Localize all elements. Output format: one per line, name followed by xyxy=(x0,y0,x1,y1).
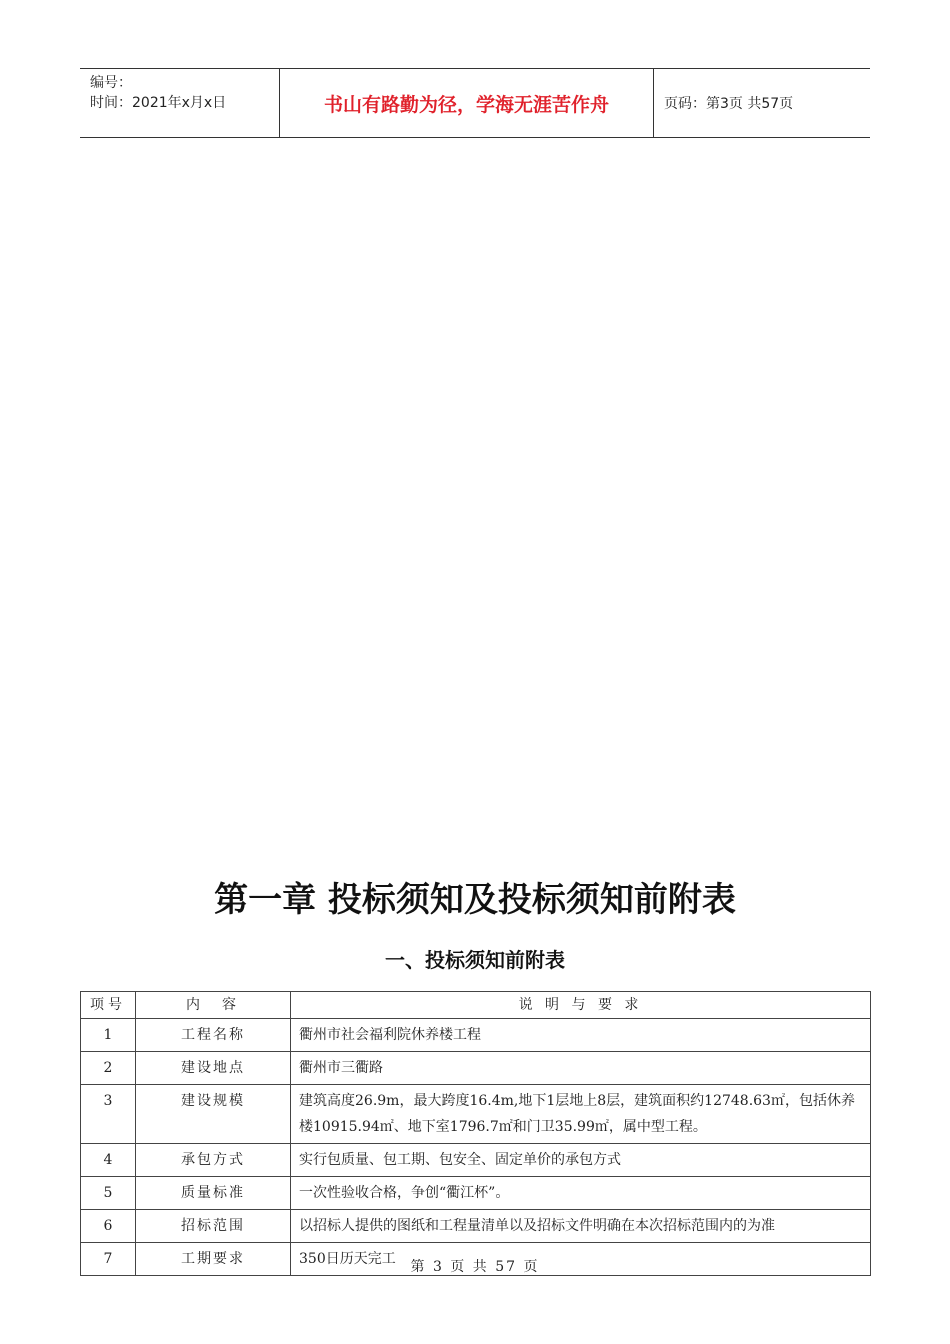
row-no: 7 xyxy=(81,1243,136,1276)
row-no: 4 xyxy=(81,1144,136,1177)
bidding-appendix-table xyxy=(80,991,871,1276)
header-motto: 书山有路勤为径，学海无涯苦作舟 xyxy=(280,69,654,137)
document-number-label: 编号： xyxy=(90,75,132,91)
column-header-item: 内 容 xyxy=(136,992,291,1019)
row-description: 以招标人提供的图纸和工程量清单以及招标文件明确在本次招标范围内的为准 xyxy=(291,1210,871,1243)
row-no: 1 xyxy=(81,1019,136,1052)
table-row xyxy=(81,1210,871,1243)
header-meta xyxy=(80,69,280,137)
table-row xyxy=(81,1052,871,1085)
table-row xyxy=(81,1177,871,1210)
row-item: 建设规模 xyxy=(136,1085,291,1144)
chapter-title: 第一章 投标须知及投标须知前附表 xyxy=(214,880,736,920)
row-description: 建筑高度26.9m，最大跨度16.4m,地下1层地上8层，建筑面积约12748.63㎡，包括休养楼10915.94㎡、地下室1796.7㎡和门卫35.99㎡，属中型工程。 xyxy=(291,1085,871,1144)
document-date-label: 时间：2021年x月x日 xyxy=(90,95,227,111)
row-no: 5 xyxy=(81,1177,136,1210)
row-no: 6 xyxy=(81,1210,136,1243)
row-item: 工期要求 xyxy=(136,1243,291,1276)
table-row xyxy=(81,1085,871,1144)
page-header xyxy=(80,68,870,138)
row-item: 工程名称 xyxy=(136,1019,291,1052)
row-description: 衢州市社会福利院休养楼工程 xyxy=(291,1019,871,1052)
column-header-no: 项号 xyxy=(81,992,136,1019)
row-no: 2 xyxy=(81,1052,136,1085)
header-page-label: 页码：第3页 共57页 xyxy=(664,96,794,112)
row-description: 一次性验收合格，争创“衢江杯”。 xyxy=(291,1177,871,1210)
table-row xyxy=(81,1144,871,1177)
table-header-row xyxy=(81,992,871,1019)
row-no: 3 xyxy=(81,1085,136,1144)
row-description: 实行包质量、包工期、包安全、固定单价的承包方式 xyxy=(291,1144,871,1177)
row-item: 承包方式 xyxy=(136,1144,291,1177)
column-header-description: 说 明 与 要 求 xyxy=(291,992,871,1019)
page-footer: 第 3 页 共 57 页 xyxy=(410,1259,540,1275)
table-row xyxy=(81,1019,871,1052)
row-item: 招标范围 xyxy=(136,1210,291,1243)
row-item: 质量标准 xyxy=(136,1177,291,1210)
row-item: 建设地点 xyxy=(136,1052,291,1085)
row-description: 350日历天完工 xyxy=(291,1243,871,1276)
section-title: 一、投标须知前附表 xyxy=(385,948,565,972)
row-description: 衢州市三衢路 xyxy=(291,1052,871,1085)
